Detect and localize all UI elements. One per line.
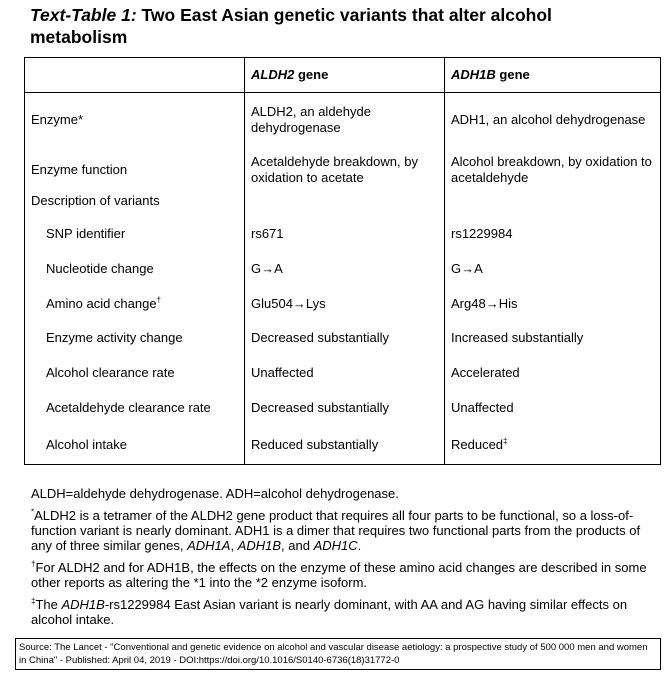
aldh2-cell: Reduced substantially	[245, 426, 445, 464]
table-row	[25, 356, 661, 391]
adh1b-cell	[445, 193, 661, 215]
aldh2-cell: G→A	[245, 252, 445, 286]
aldh2-cell: Decreased substantially	[245, 321, 445, 355]
dagger-footnote	[31, 560, 661, 590]
header-adh1b-gene: ADH1B	[451, 67, 496, 82]
table-title-label: Text-Table 1:	[30, 5, 137, 25]
star-mark: *	[31, 507, 35, 517]
adh1b-value: Reduced	[451, 437, 504, 453]
ddagger-gene: ADH1B	[61, 597, 105, 612]
table-header-row	[25, 58, 661, 93]
abbreviations-note: ALDH=aldehyde dehydrogenase. ADH=alcohol dehydrogenase.	[31, 486, 399, 501]
star-footnote	[31, 508, 661, 553]
row-label: Enzyme function	[25, 147, 245, 193]
adh1b-cell: ADH1, an alcohol dehydrogenase	[445, 93, 661, 147]
aldh2-cell	[245, 193, 445, 215]
row-label: Alcohol clearance rate	[25, 356, 245, 391]
double-dagger-mark: ‡	[503, 436, 508, 446]
aldh2-cell: ALDH2, an aldehyde dehydrogenase	[245, 93, 445, 147]
header-aldh2-gene: ALDH2	[251, 67, 295, 82]
aldh2-cell: rs671	[245, 215, 445, 251]
adh1b-cell: G→A	[445, 252, 661, 286]
row-label: Amino acid change	[46, 295, 157, 311]
table-footnotes	[31, 486, 661, 634]
adh1b-cell: Increased substantially	[445, 321, 661, 355]
table-row	[25, 286, 661, 321]
table-row	[25, 93, 661, 147]
header-adh1b	[445, 58, 661, 93]
header-aldh2	[245, 58, 445, 93]
adh1b-cell: Unaffected	[445, 391, 661, 426]
header-adh1b-suffix: gene	[495, 67, 530, 82]
star-sep-1: ,	[230, 538, 238, 553]
row-label: Enzyme*	[25, 93, 245, 147]
row-label: Nucleotide change	[25, 252, 245, 286]
table-row	[25, 215, 661, 251]
adh1b-cell: rs1229984	[445, 215, 661, 251]
dagger-text: For ALDH2 and for ADH1B, the effects on the enzyme of these amino acid changes are described in some other reports as altering the *1 into the *2 enzyme isoform.	[31, 560, 647, 590]
row-label: Alcohol intake	[25, 426, 245, 464]
table-row	[25, 193, 661, 215]
row-label-cell	[25, 286, 245, 321]
table-row	[25, 252, 661, 286]
aldh2-cell: Unaffected	[245, 356, 445, 391]
row-label: Description of variants	[25, 193, 245, 215]
adh1b-cell: Accelerated	[445, 356, 661, 391]
star-sep-2: , and	[281, 538, 314, 553]
table-row	[25, 426, 661, 464]
table-row	[25, 321, 661, 355]
adh1b-cell	[445, 426, 661, 464]
row-label: Acetaldehyde clearance rate	[25, 391, 245, 426]
star-end: .	[357, 538, 362, 553]
dagger-mark: †	[156, 295, 162, 305]
ddagger-text: -rs1229984 East Asian variant is nearly dominant, with AA and AG having similar effects on alcohol intake.	[31, 597, 628, 627]
aldh2-cell: Acetaldehyde breakdown, by oxidation to acetate	[245, 147, 445, 193]
dagger-mark: †	[31, 559, 36, 569]
header-blank	[25, 58, 245, 93]
double-dagger-footnote	[31, 597, 661, 627]
source-citation: Source: The Lancet - "Conventional and genetic evidence on alcohol and vascular disease aetiology: a prospective study of 500 000 men and women in China" - Published: April 04, 2019 - DOI:https://doi.org/10.1016/S0140-6736(18)31772-0	[15, 638, 661, 670]
row-label: SNP identifier	[25, 215, 245, 251]
row-label: Enzyme activity change	[25, 321, 245, 355]
gene-adh1a: ADH1A	[187, 538, 231, 553]
table-row	[25, 147, 661, 193]
aldh2-cell: Decreased substantially	[245, 391, 445, 426]
table-row	[25, 391, 661, 426]
adh1b-cell: Alcohol breakdown, by oxidation to acetaldehyde	[445, 147, 661, 193]
adh1b-cell: Arg48→His	[445, 286, 661, 321]
table-title-text: Two East Asian genetic variants that alter alcohol metabolism	[30, 5, 552, 47]
variants-table	[24, 57, 661, 465]
gene-adh1b: ADH1B	[237, 538, 282, 553]
table-title	[30, 4, 650, 48]
header-aldh2-suffix: gene	[294, 67, 329, 82]
gene-adh1c: ADH1C	[313, 538, 358, 553]
aldh2-cell: Glu504→Lys	[245, 286, 445, 321]
star-text: ALDH2 is a tetramer of the ALDH2 gene product that requires all four parts to be functional, so a loss-of-function variant is nearly dominant. ADH1 is a dimer that requires two functional parts from the products of any of three similar genes,	[31, 508, 641, 553]
double-dagger-mark: ‡	[31, 596, 36, 606]
ddagger-pre: The	[35, 597, 62, 612]
